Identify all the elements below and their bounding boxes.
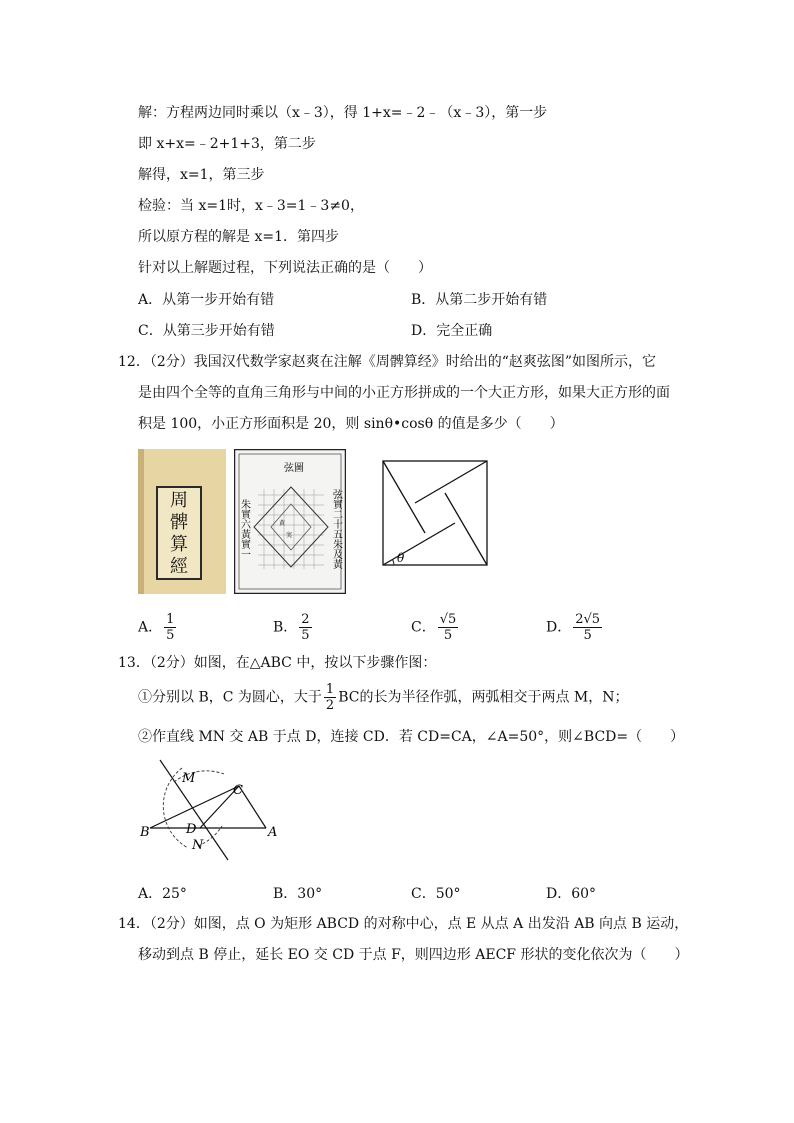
q14-line-2: 移动到点 B 停止，延长 EO 交 CD 于点 F，则四边形 AECF 形状的变化依次为（ ） xyxy=(138,947,689,963)
q14-number: 14． xyxy=(118,916,150,932)
q12-line-3: 积是 100，小正方形面积是 20，则 sinθ•cosθ 的值是多少（ ） xyxy=(138,416,564,432)
point-d-label: D xyxy=(186,822,197,837)
q13-number: 13． xyxy=(118,655,150,671)
q11-prompt: 针对以上解题过程，下列说法正确的是（ ） xyxy=(138,260,432,276)
q13-step-2: ②作直线 MN 交 AB 于点 D，连接 CD．若 CD=CA，∠A=50°，则∠BCD=（ ） xyxy=(138,729,685,745)
point-m-label: M xyxy=(182,771,196,786)
q14-line-1: （2分）如图，点 O 为矩形 ABCD 的对称中心，点 E 从点 A 出发沿 AB 向点 B 运动， xyxy=(149,916,689,932)
xiantu-scan-image xyxy=(234,449,346,594)
q11-line-4: 检验：当 x=1时，x﹣3=1﹣3≠0， xyxy=(138,198,364,214)
q12-option-a: A． $\frac{1}{5}$ xyxy=(138,612,175,643)
q11-line-2: 即 x+x=﹣2+1+3，第二步 xyxy=(138,136,316,152)
q11-line-5: 所以原方程的解是 x=1．第四步 xyxy=(138,229,339,245)
zhoubi-book-image xyxy=(138,449,226,594)
q13-option-a: A．25° xyxy=(138,886,187,902)
q13-option-d: D．60° xyxy=(546,886,597,902)
scan-top-caption: 弦圖 xyxy=(284,463,304,474)
q11-option-d: D．完全正确 xyxy=(411,323,493,339)
triangle-construction-diagram xyxy=(138,756,288,866)
point-a-label: A xyxy=(268,825,278,840)
scan-cell-label-2: 実 xyxy=(286,532,293,539)
point-n-label: N xyxy=(192,838,204,853)
scan-left-caption: 朱實六黃實一 xyxy=(238,499,250,559)
q13-step-1: ①分别以 B，C 为圆心，大于 $\frac{1}{2}$ BC的长为半径作弧，两弧相交于两点 M，N； xyxy=(138,682,629,713)
q13-line-1: （2分）如图，在△ABC 中，按以下步骤作图： xyxy=(149,655,437,671)
point-b-label: B xyxy=(140,825,150,840)
theta-label: θ xyxy=(397,551,405,565)
q12-option-c: C． $\frac{√5}{5}$ xyxy=(411,612,457,643)
q13-option-c: C．50° xyxy=(411,886,461,902)
scan-cell-label-1: 黄 xyxy=(279,520,286,527)
q12-line-1: （2分）我国汉代数学家赵爽在注解《周髀算经》时给出的“赵爽弦图”如图所示，它 xyxy=(149,354,657,370)
q12-number: 12． xyxy=(118,354,150,370)
q12-option-b: B． $\frac{2}{5}$ xyxy=(273,612,310,643)
q12-line-2: 是由四个全等的直角三角形与中间的小正方形拼成的一个大正方形，如果大正方形的面 xyxy=(138,385,670,401)
point-c-label: C xyxy=(233,783,243,798)
scan-right-caption: 弦實二十五朱及黃 xyxy=(330,489,342,569)
q11-line-1: 解：方程两边同时乘以（x﹣3），得 1+x=﹣2﹣（x﹣3），第一步 xyxy=(138,105,548,121)
q11-line-3: 解得，x=1，第三步 xyxy=(138,167,265,183)
q13-option-b: B．30° xyxy=(273,886,323,902)
zhao-shuang-diagram xyxy=(382,460,488,566)
q13-heading xyxy=(118,654,436,672)
q11-option-a: A．从第一步开始有错 xyxy=(138,292,275,308)
book-title-label: 周髀算經 xyxy=(156,486,202,580)
q12-option-d: D． $\frac{2√5}{5}$ xyxy=(546,612,601,643)
q12-heading xyxy=(118,353,656,371)
q11-option-c: C．从第三步开始有错 xyxy=(138,323,275,339)
q14-heading xyxy=(118,915,688,933)
q11-option-b: B．从第二步开始有错 xyxy=(411,292,548,308)
